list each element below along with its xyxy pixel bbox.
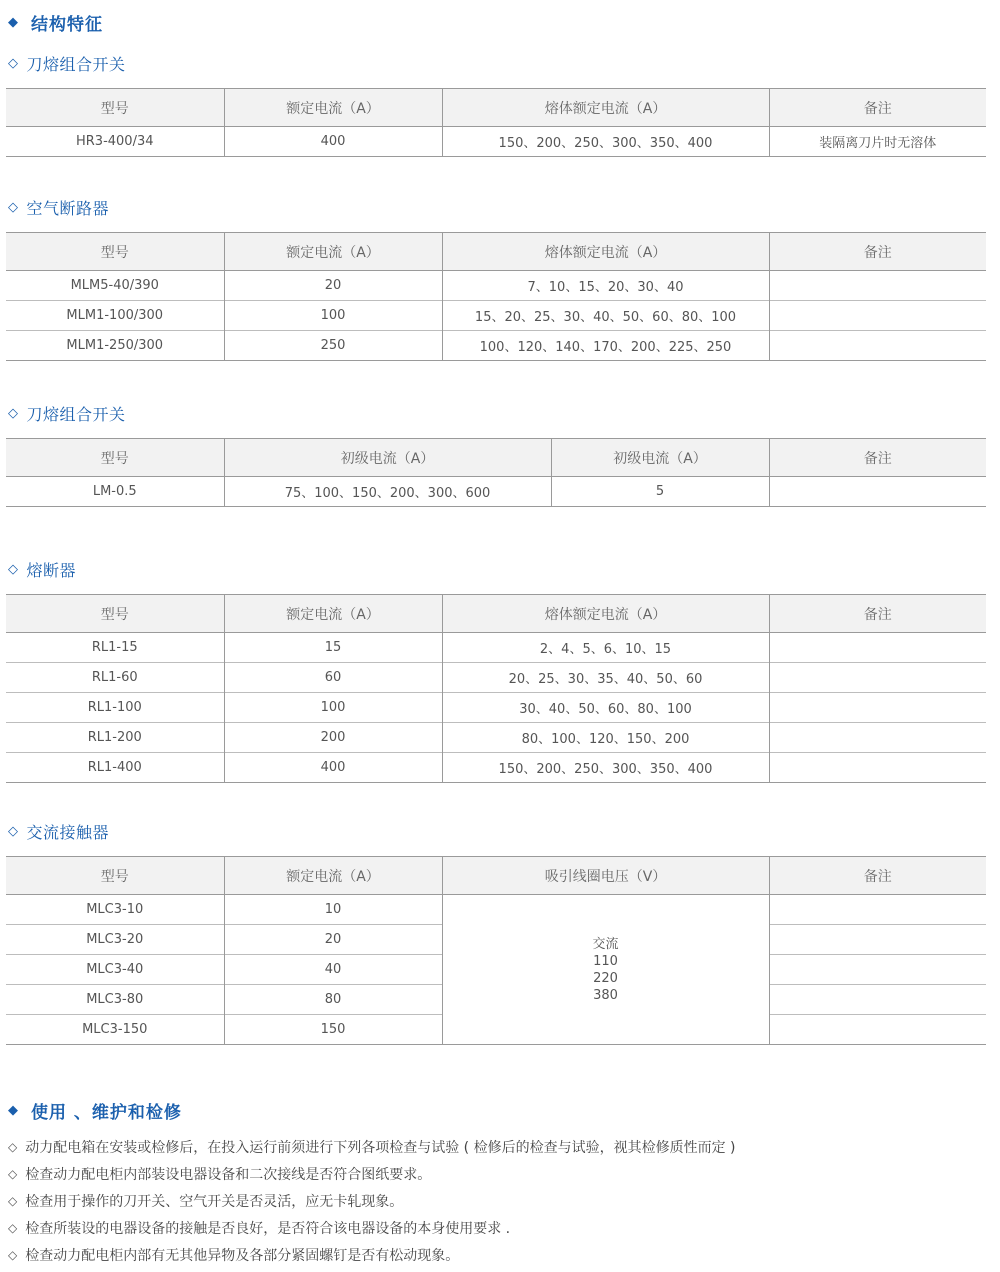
subtitle-fuse — [8, 558, 76, 581]
list-item-text: 检查动力配电柜内部装设电器设备和二次接线是否符合图纸要求。 — [25, 1167, 432, 1183]
table-cell: 装隔离刀片时无溶体 — [769, 127, 986, 157]
table-cell: RL1-100 — [6, 693, 224, 723]
outline-diamond-icon: ◇ — [8, 562, 19, 577]
spec-table-4 — [6, 594, 986, 783]
table-cell: 150、200、250、300、350、400 — [442, 753, 769, 783]
table-cell — [769, 663, 986, 693]
table-cell: MLC3-20 — [6, 925, 224, 955]
table-cell: 5 — [551, 477, 769, 507]
table-cell: 80、100、120、150、200 — [442, 723, 769, 753]
table-cell: 75、100、150、200、300、600 — [224, 477, 551, 507]
header-cell: 型号 — [6, 857, 224, 895]
table-cell: 150、200、250、300、350、400 — [442, 127, 769, 157]
header-cell: 备注 — [769, 857, 986, 895]
list-item-text: 检查动力配电柜内部有无其他异物及各部分紧固螺钉是否有松动现象。 — [25, 1248, 460, 1264]
outline-diamond-icon: ◇ — [8, 1248, 18, 1262]
outline-diamond-icon: ◇ — [8, 1167, 18, 1181]
table-cell: 100 — [224, 693, 442, 723]
header-cell: 备注 — [769, 89, 986, 127]
table-cell — [769, 985, 986, 1015]
table-cell: 7、10、15、20、30、40 — [442, 271, 769, 301]
table-cell — [769, 723, 986, 753]
section-title: 使用 、维护和检修 — [31, 1103, 182, 1123]
list-item — [8, 1245, 459, 1265]
outline-diamond-icon: ◇ — [8, 1221, 18, 1235]
subtitle-label: 交流接触器 — [26, 823, 110, 842]
table-row — [6, 633, 986, 663]
header-cell: 额定电流（A） — [224, 233, 442, 271]
table-cell — [769, 925, 986, 955]
table-cell — [769, 895, 986, 925]
table-row — [6, 301, 986, 331]
spec-table-3 — [6, 438, 986, 507]
header-cell: 额定电流（A） — [224, 89, 442, 127]
voltage-line: 交流 — [592, 936, 619, 952]
table-cell — [769, 633, 986, 663]
table-cell: 100、120、140、170、200、225、250 — [442, 331, 769, 361]
table-cell: 40 — [224, 955, 442, 985]
table-row — [6, 477, 986, 507]
header-cell: 熔体额定电流（A） — [442, 233, 769, 271]
subtitle-air-breaker — [8, 196, 109, 219]
list-item — [8, 1164, 431, 1184]
table-cell: RL1-60 — [6, 663, 224, 693]
table-cell: MLM5-40/390 — [70, 278, 159, 293]
header-cell: 备注 — [769, 439, 986, 477]
header-cell: 型号 — [6, 89, 224, 127]
table-header-row — [6, 439, 986, 477]
table-cell: 100 — [224, 301, 442, 331]
section-title: 结构特征 — [31, 15, 103, 35]
outline-diamond-icon: ◇ — [8, 200, 19, 215]
header-cell: 型号 — [6, 439, 224, 477]
subtitle-knife-fuse-switch — [8, 52, 126, 75]
table-cell: 15 — [224, 633, 442, 663]
table-cell: MLC3-10 — [86, 902, 144, 917]
table-cell: RL1-200 — [6, 723, 224, 753]
table-row — [6, 663, 986, 693]
table-cell: 150 — [224, 1015, 442, 1045]
table-header-row — [6, 233, 986, 271]
table-cell: MLM1-250/300 — [6, 331, 224, 361]
subtitle-label: 熔断器 — [26, 561, 77, 580]
header-cell: 熔体额定电流（A） — [442, 595, 769, 633]
table-cell: MLC3-150 — [6, 1015, 224, 1045]
table-cell — [769, 477, 986, 507]
header-cell: 吸引线圈电压（V） — [442, 857, 769, 895]
subtitle-label: 刀熔组合开关 — [26, 55, 126, 74]
header-cell: 型号 — [6, 233, 224, 271]
list-item-text: 检查用于操作的刀开关、空气开关是否灵活，应无卡轧现象。 — [25, 1194, 404, 1210]
table-cell: 20、25、30、35、40、50、60 — [442, 663, 769, 693]
header-cell: 额定电流（A） — [224, 857, 442, 895]
list-item — [8, 1218, 510, 1238]
list-item — [8, 1191, 403, 1211]
voltage-line: 220 — [593, 970, 618, 986]
table-cell: 400 — [224, 753, 442, 783]
table-cell: RL1-15 — [91, 640, 138, 655]
table-cell: MLM1-100/300 — [6, 301, 224, 331]
section-heading-maintenance — [8, 1098, 182, 1123]
outline-diamond-icon: ◇ — [8, 406, 19, 421]
spec-table-2 — [6, 232, 986, 361]
section-heading-structure — [8, 10, 103, 35]
table-row — [6, 271, 986, 301]
table-header-row — [6, 89, 986, 127]
voltage-line: 380 — [593, 987, 618, 1003]
table-cell: 10 — [224, 895, 442, 925]
table-row — [6, 127, 986, 157]
table-cell — [769, 955, 986, 985]
table-row — [6, 753, 986, 783]
table-row — [6, 723, 986, 753]
table-cell — [769, 1015, 986, 1045]
table-cell: 20 — [224, 271, 442, 301]
filled-diamond-icon: ◆ — [8, 15, 19, 30]
header-cell: 初级电流（A） — [551, 439, 769, 477]
voltage-line: 110 — [593, 953, 618, 969]
list-item-text: 动力配电箱在安装或检修后，在投入运行前须进行下列各项检查与试验 ( 检修后的检查与试验，视其检修质性而定 ) — [25, 1140, 736, 1156]
table-cell: RL1-400 — [6, 753, 224, 783]
subtitle-ac-contactor — [8, 820, 109, 843]
table-cell — [769, 301, 986, 331]
spec-table-1 — [6, 88, 986, 157]
table-cell — [769, 331, 986, 361]
table-cell: 250 — [224, 331, 442, 361]
subtitle-knife-fuse-switch-2 — [8, 402, 126, 425]
table-cell — [769, 271, 986, 301]
spec-table-5 — [6, 856, 986, 1045]
header-cell: 型号 — [6, 595, 224, 633]
outline-diamond-icon: ◇ — [8, 1194, 18, 1208]
table-row — [6, 895, 986, 925]
table-row — [6, 693, 986, 723]
table-cell: 20 — [224, 925, 442, 955]
filled-diamond-icon: ◆ — [8, 1103, 19, 1118]
table-cell: 15、20、25、30、40、50、60、80、100 — [442, 301, 769, 331]
outline-diamond-icon: ◇ — [8, 56, 19, 71]
table-header-row — [6, 857, 986, 895]
table-cell: 200 — [224, 723, 442, 753]
table-cell — [769, 693, 986, 723]
header-cell: 备注 — [769, 233, 986, 271]
table-cell: 60 — [224, 663, 442, 693]
table-cell: 30、40、50、60、80、100 — [442, 693, 769, 723]
table-cell: 400 — [224, 127, 442, 157]
table-header-row — [6, 595, 986, 633]
outline-diamond-icon: ◇ — [8, 824, 19, 839]
outline-diamond-icon: ◇ — [8, 1140, 18, 1154]
table-cell: 2、4、5、6、10、15 — [442, 633, 769, 663]
header-cell: 初级电流（A） — [224, 439, 551, 477]
subtitle-label: 空气断路器 — [26, 199, 110, 218]
table-row — [6, 331, 986, 361]
table-cell — [769, 753, 986, 783]
voltage-merged-cell — [442, 895, 769, 1045]
list-item-text: 检查所装设的电器设备的接触是否良好，是否符合该电器设备的本身使用要求 . — [25, 1221, 511, 1237]
table-cell: 80 — [224, 985, 442, 1015]
header-cell: 备注 — [769, 595, 986, 633]
subtitle-label: 刀熔组合开关 — [26, 405, 126, 424]
table-cell: MLC3-40 — [6, 955, 224, 985]
table-cell: LM-0.5 — [92, 484, 137, 499]
table-cell: HR3-400/34 — [75, 134, 154, 149]
list-item — [8, 1137, 736, 1157]
header-cell: 额定电流（A） — [224, 595, 442, 633]
header-cell: 熔体额定电流（A） — [442, 89, 769, 127]
table-cell: MLC3-80 — [6, 985, 224, 1015]
